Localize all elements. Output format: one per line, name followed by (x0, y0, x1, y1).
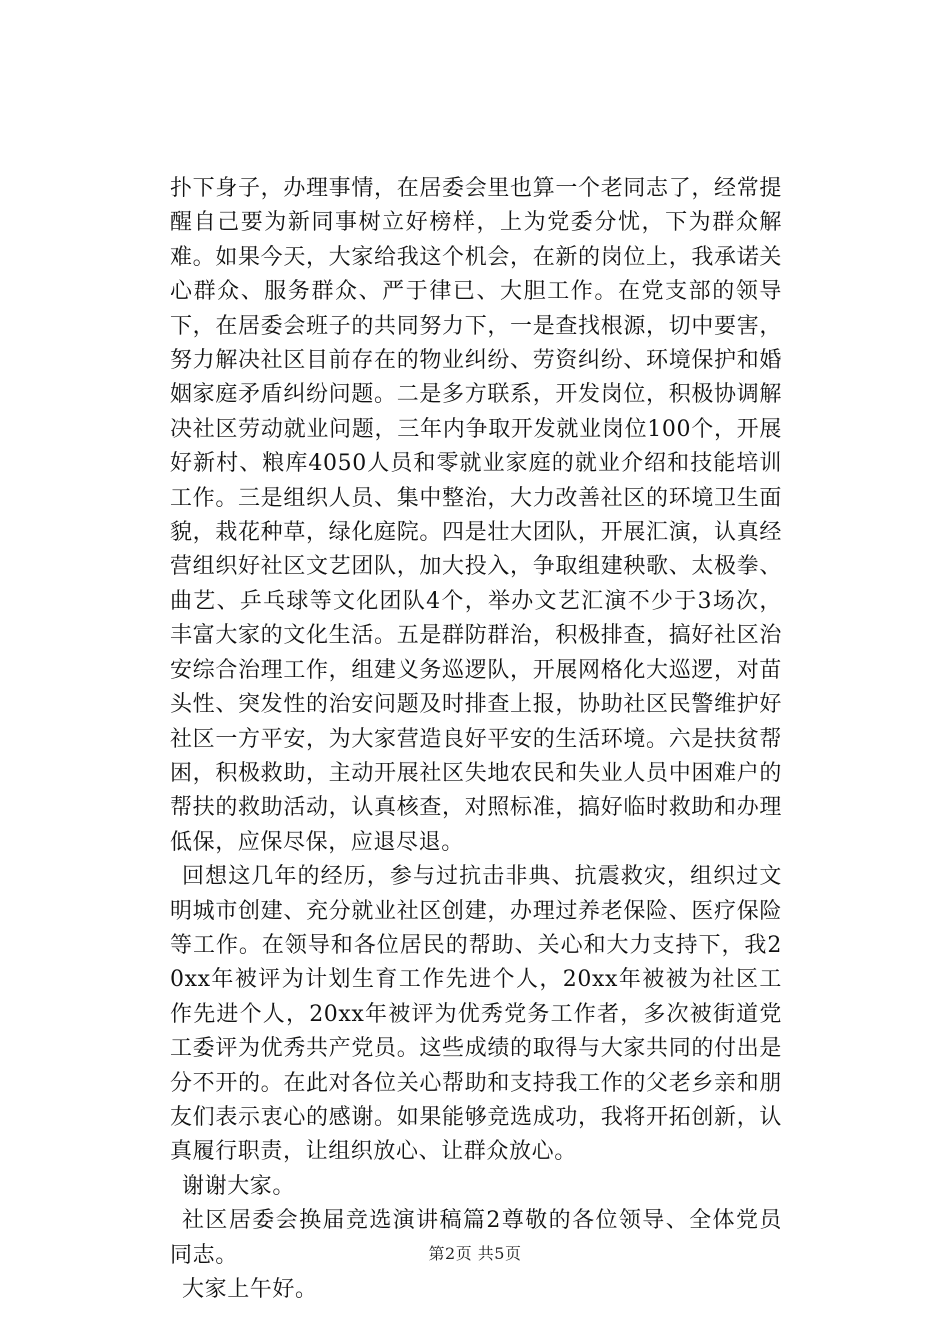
paragraph-work-plan: 扑下身子，办理事情，在居委会里也算一个老同志了，经常提醒自己要为新同事树立好榜样，上为党委分忧，下为群众解难。如果今天，大家给我这个机会，在新的岗位上，我承诺关心群众、服务群众、严于律已、大胆工作。在党支部的领导下，在居委会班子的共同努力下，一是查找根源，切中要害，努力解决社区目前存在的物业纠纷、劳资纠纷、环境保护和婚姻家庭矛盾纠纷问题。二是多方联系，开发岗位，积极协调解决社区劳动就业问题，三年内争取开发就业岗位100个，开展好新村、粮库4050人员和零就业家庭的就业介绍和技能培训工作。三是组织人员、集中整治，大力改善社区的环境卫生面貌，栽花种草，绿化庭院。四是壮大团队，开展汇演，认真经营组织好社区文艺团队，加大投入，争取组建秧歌、太极拳、曲艺、乒乓球等文化团队4个，举办文艺汇演不少于3场次，丰富大家的文化生活。五是群防群治，积极排查，搞好社区治安综合治理工作，组建义务巡逻队，开展网格化大巡逻，对苗头性、突发性的治安问题及时排查上报，协助社区民警维护好社区一方平安，为大家营造良好平安的生活环境。六是扶贫帮困，积极救助，主动开展社区失地农民和失业人员中困难户的帮扶的救助活动，认真核查，对照标准，搞好临时救助和办理低保，应保尽保，应退尽退。 (170, 176, 782, 855)
document-body (170, 172, 782, 1307)
paragraph-experience: 回想这几年的经历，参与过抗击非典、抗震救灾，组织过文明城市创建、充分就业社区创建，办理过养老保险、医疗保险等工作。在领导和各位居民的帮助、关心和大力支持下，我20xx年被评为计划生育工作先进个人，20xx年被被为社区工作先进个人，20xx年被评为优秀党务工作者，多次被街道党工委评为优秀共产党员。这些成绩的取得与大家共同的付出是分不开的。在此对各位关心帮助和支持我工作的父老乡亲和朋友们表示衷心的感谢。如果能够竞选成功，我将开拓创新，认真履行职责，让组织放心、让群众放心。 (170, 864, 782, 1165)
paragraph-thanks: 谢谢大家。 (182, 1173, 296, 1199)
paragraph-speech-2-greeting: 社区居委会换届竞选演讲稿篇2尊敬的各位领导、全体党员同志。 (170, 1208, 782, 1268)
page-number: 第2页 共5页 (428, 1244, 522, 1263)
paragraph-good-morning: 大家上午好。 (182, 1277, 318, 1302)
